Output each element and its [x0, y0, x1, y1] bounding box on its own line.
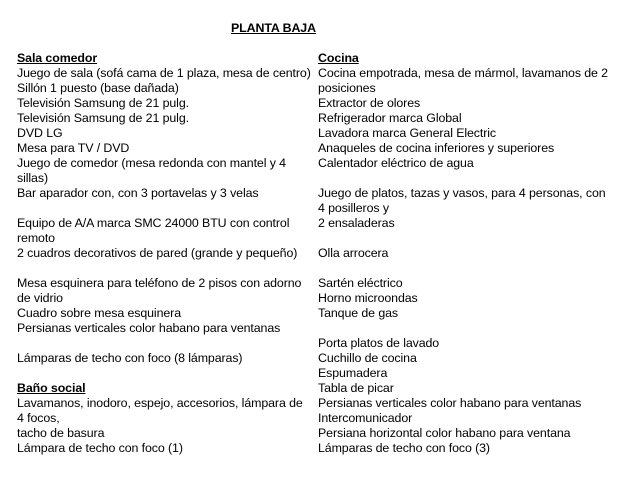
list-item: 4 posilleros y [318, 201, 389, 215]
cocina-heading: Cocina [318, 51, 359, 65]
list-item: Persianas verticales color habano para ventanas [17, 321, 281, 335]
list-item: tacho de basura [17, 426, 105, 440]
list-item: Horno microondas [318, 291, 418, 305]
list-item: Juego de platos, tazas y vasos, para 4 personas, con [318, 186, 606, 200]
blank-line [17, 261, 317, 276]
list-item: 2 ensaladeras [318, 216, 395, 230]
left-column [17, 51, 317, 456]
cocina-list [318, 66, 618, 456]
list-item: Lámparas de techo con foco (8 lámparas) [17, 351, 243, 365]
list-item: Cuadro sobre mesa esquinera [17, 306, 181, 320]
list-item: Televisión Samsung de 21 pulg. [17, 111, 189, 125]
list-item: 2 cuadros decorativos de pared (grande y pequeño) [17, 246, 298, 260]
list-item: Equipo de A/A marca SMC 24000 BTU con control [17, 216, 290, 230]
list-item: de vidrio [17, 291, 63, 305]
page-title: PLANTA BAJA [231, 21, 316, 35]
list-item: Mesa esquinera para teléfono de 2 pisos con adorno [17, 276, 302, 290]
list-item: Refrigerador marca Global [318, 111, 462, 125]
blank-line [17, 201, 317, 216]
right-column [318, 51, 618, 456]
list-item: Persianas verticales color habano para ventanas [318, 396, 582, 410]
list-item: Calentador eléctrico de agua [318, 156, 474, 170]
list-item: Juego de sala (sofá cama de 1 plaza, mesa de centro) [17, 66, 311, 80]
list-item: Anaqueles de cocina inferiores y superiores [318, 141, 555, 155]
list-item: Sillón 1 puesto (base dañada) [17, 81, 179, 95]
list-item: 4 focos, [17, 411, 60, 425]
sala-comedor-heading: Sala comedor [17, 51, 98, 65]
list-item: sillas) [17, 171, 48, 185]
list-item: Espumadera [318, 366, 388, 380]
list-item: Porta platos de lavado [318, 336, 440, 350]
list-item: Lámparas de techo con foco (3) [318, 441, 490, 455]
list-item: Persiana horizontal color habano para ventana [318, 426, 571, 440]
list-item: Lavamanos, inodoro, espejo, accesorios, lámpara de [17, 396, 303, 410]
list-item: Lavadora marca General Electric [318, 126, 497, 140]
list-item: DVD LG [17, 126, 63, 140]
list-item: Mesa para TV / DVD [17, 141, 130, 155]
list-item: Tabla de picar [318, 381, 394, 395]
list-item: Tanque de gas [318, 306, 398, 320]
list-item: Cuchillo de cocina [318, 351, 417, 365]
list-item: Olla arrocera [318, 246, 389, 260]
blank-line [318, 321, 618, 336]
sala-comedor-list [17, 66, 317, 381]
list-item: posiciones [318, 81, 376, 95]
blank-line [17, 366, 317, 381]
list-item: Televisión Samsung de 21 pulg. [17, 96, 189, 110]
blank-line [17, 336, 317, 351]
list-item: Extractor de olores [318, 96, 421, 110]
blank-line [318, 231, 618, 246]
list-item: Cocina empotrada, mesa de mármol, lavamanos de 2 [318, 66, 608, 80]
list-item: Juego de comedor (mesa redonda con mantel y 4 [17, 156, 286, 170]
list-item: remoto [17, 231, 55, 245]
blank-line [318, 171, 618, 186]
blank-line [318, 261, 618, 276]
bano-social-heading: Baño social [17, 381, 86, 395]
list-item: Bar aparador con, con 3 portavelas y 3 velas [17, 186, 259, 200]
list-item: Intercomunicador [318, 411, 413, 425]
list-item: Lámpara de techo con foco (1) [17, 441, 183, 455]
bano-social-list [17, 396, 317, 456]
list-item: Sartén eléctrico [318, 276, 403, 290]
